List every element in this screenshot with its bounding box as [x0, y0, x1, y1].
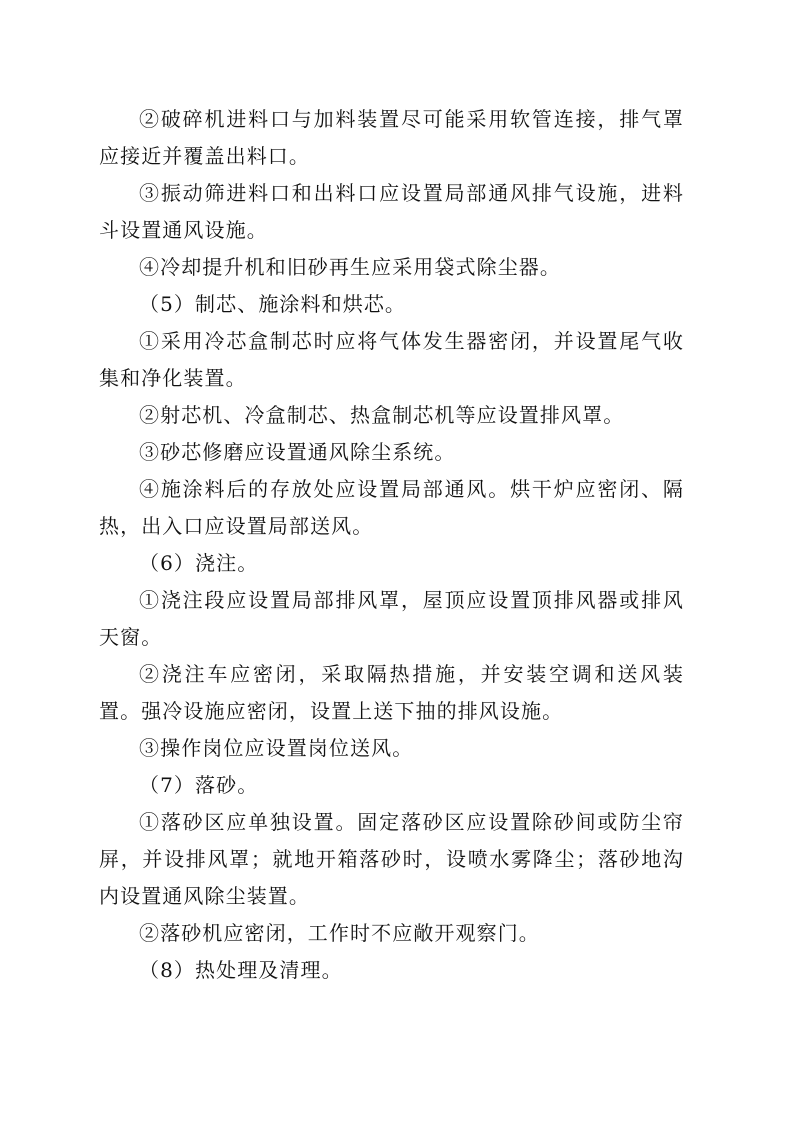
body-text: [99, 101, 684, 989]
section-heading-heat-treatment: （8）热处理及清理。: [139, 958, 343, 982]
section-heading-pouring: （6）浇注。: [139, 551, 259, 575]
paragraph-coating-storage: ④施涂料后的存放处应设置局部通风。烘干炉应密闭、隔热，出入口应设置局部送风。: [99, 477, 684, 538]
paragraph-cooling-elevator: ④冷却提升机和旧砂再生应采用袋式除尘器。: [139, 255, 561, 279]
paragraph-vibrating-screen: ③振动筛进料口和出料口应设置局部通风排气设施，进料斗设置通风设施。: [99, 181, 684, 242]
paragraph-core-shooter: ②射芯机、冷盒制芯、热盒制芯机等应设置排风罩。: [139, 403, 625, 427]
paragraph-pouring-cart: ②浇注车应密闭，采取隔热措施，并安装空调和送风装置。强冷设施应密闭，设置上送下抽的排风设施。: [99, 662, 684, 723]
section-heading-core-making: （5）制芯、施涂料和烘芯。: [139, 292, 407, 316]
section-heading-shakeout: （7）落砂。: [139, 773, 259, 797]
paragraph-cold-box: ①采用冷芯盒制芯时应将气体发生器密闭，并设置尾气收集和净化装置。: [99, 329, 684, 390]
paragraph-shakeout-machine: ②落砂机应密闭，工作时不应敞开观察门。: [139, 921, 540, 945]
paragraph-pouring-section: ①浇注段应设置局部排风罩，屋顶应设置顶排风器或排风天窗。: [99, 588, 684, 649]
paragraph-work-station: ③操作岗位应设置岗位送风。: [139, 736, 414, 760]
paragraph-shakeout-area: ①落砂区应单独设置。固定落砂区应设置除砂间或防尘帘屏，并设排风罩；就地开箱落砂时，设喷水雾降尘；落砂地沟内设置通风除尘装置。: [99, 810, 684, 908]
paragraph-crusher-feed: ②破碎机进料口与加料装置尽可能采用软管连接，排气罩应接近并覆盖出料口。: [99, 107, 684, 168]
paragraph-core-grinding: ③砂芯修磨应设置通风除尘系统。: [139, 440, 456, 464]
